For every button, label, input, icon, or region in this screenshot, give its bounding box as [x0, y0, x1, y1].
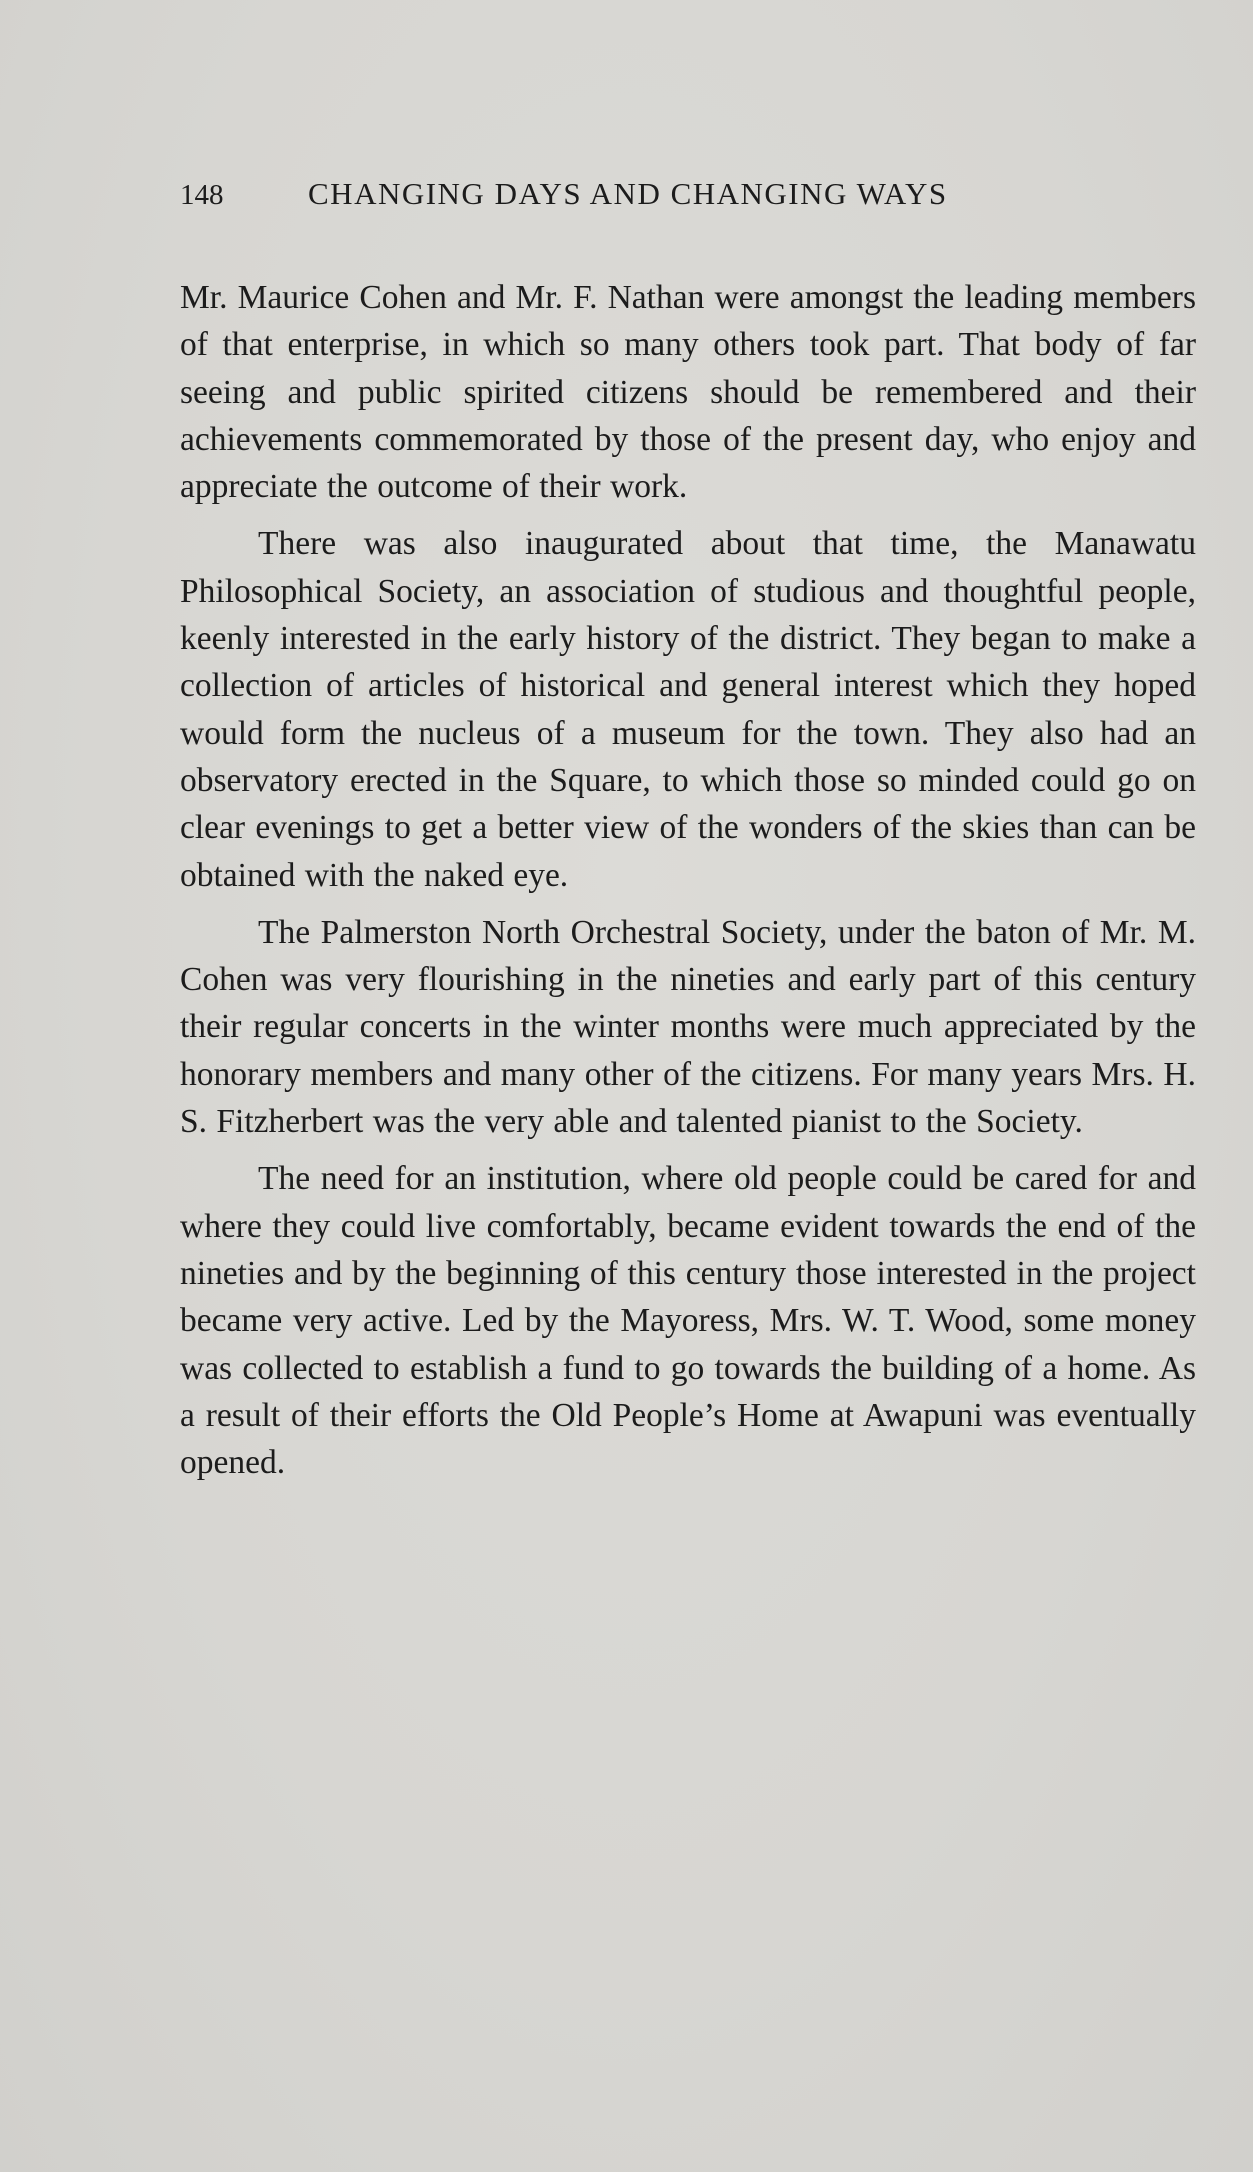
page-number: 148: [180, 179, 224, 211]
running-title: CHANGING DAYS AND CHANGING WAYS: [308, 176, 948, 211]
paragraph-2: There was also inaugurated about that time, the Manawatu Philosophical Society, an association of studious and thoughtful people, keenly interested in the early history of the district. They began to make a collection of articles of historical and general interest which they hoped would form the nucleus of a museum for the town. They also had an observatory erected in the Square, to which those so minded could go on clear evenings to get a better view of the wonders of the skies than can be obtained with the naked eye.: [180, 525, 1196, 894]
paragraph-1: Mr. Maurice Cohen and Mr. F. Nathan were amongst the leading members of that enterprise, in which so many others took part. That body of far seeing and public spirited citizens should be remembered and their achievements commemorated by those of the present day, who enjoy and appreciate the outcome of their work.: [180, 279, 1196, 506]
body-text: [180, 274, 1196, 1486]
paragraph-3: The Palmerston North Orchestral Society, under the baton of Mr. M. Cohen was very flourishing in the nineties and early part of this century their regular concerts in the winter months were much appreciated by the honorary members and many other of the citizens. For many years Mrs. H. S. Fitzherbert was the very able and talented pianist to the Society.: [180, 913, 1196, 1141]
running-header: [180, 176, 1080, 220]
paragraph-4: The need for an institution, where old people could be cared for and where they could live comfortably, became evident towards the end of the nineties and by the beginning of this century those interested in the project became very active. Led by the Mayoress, Mrs. W. T. Wood, some money was collected to establish a fund to go towards the building of a home. As a result of their efforts the Old People’s Home at Awapuni was eventually opened.: [180, 1160, 1196, 1482]
